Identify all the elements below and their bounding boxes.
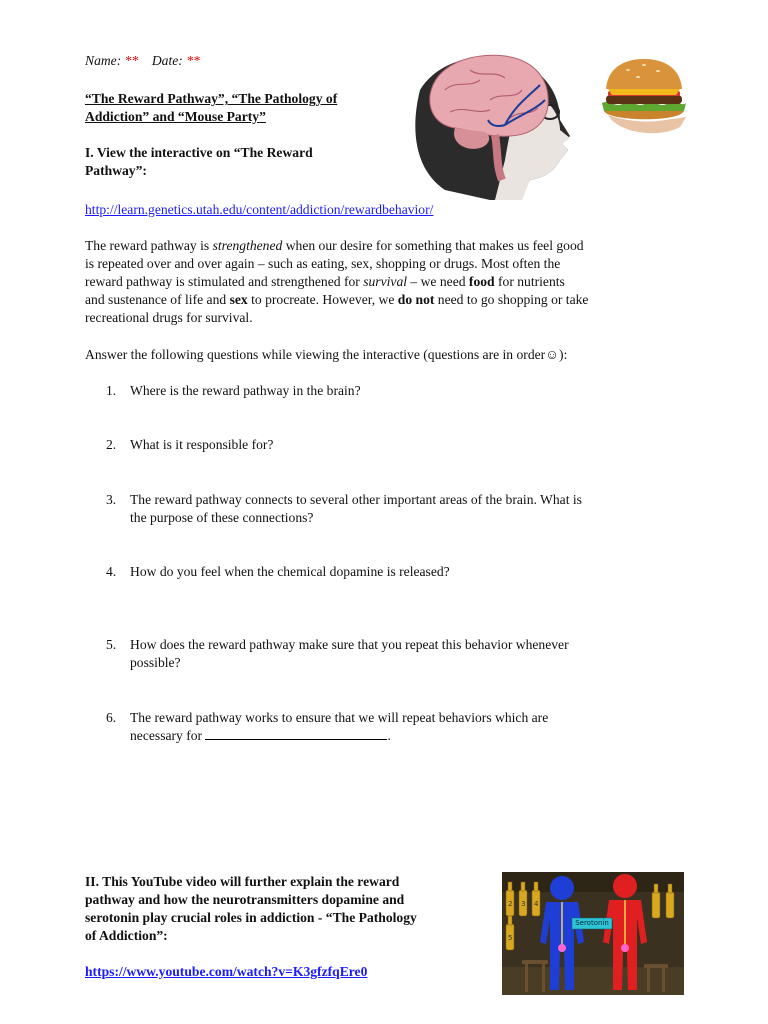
reward-pathway-link[interactable]: http://learn.genetics.utah.edu/content/addiction/rewardbehavior/	[85, 202, 434, 217]
svg-text:5: 5	[508, 934, 513, 942]
bold-do-not: do not	[397, 292, 435, 307]
question-number: 3.	[106, 492, 117, 507]
section2-line-1: II. This YouTube video will further explain the reward	[85, 874, 400, 889]
question-number: 4.	[106, 564, 117, 579]
paragraph-text: to procreate. However, we	[247, 292, 398, 307]
question-text: What is it responsible for?	[130, 437, 274, 452]
name-label: Name:	[85, 53, 122, 68]
section2-line-3: serotonin play crucial roles in addiction - “The Pathology	[85, 910, 417, 925]
question-text-cont	[130, 727, 391, 745]
question-number: 1.	[106, 383, 117, 398]
youtube-link[interactable]: https://www.youtube.com/watch?v=K3gfzfqEre0	[85, 964, 368, 979]
paragraph-text: when our desire for something that makes us feel good	[282, 238, 584, 253]
answer-blank[interactable]	[205, 727, 387, 740]
paragraph-line-3	[85, 273, 565, 291]
question-text: Where is the reward pathway in the brain?	[130, 383, 361, 398]
section2-line-4: of Addiction”:	[85, 928, 168, 943]
question-number: 5.	[106, 637, 117, 652]
instructions: Answer the following questions while viewing the interactive (questions are in order☺):	[85, 347, 568, 362]
name-date-line	[85, 52, 200, 70]
question-text: How do you feel when the chemical dopamine is released?	[130, 564, 450, 579]
burger-illustration	[598, 55, 690, 140]
question-text-part: necessary for	[130, 728, 206, 743]
paragraph-text: for nutrients	[494, 274, 565, 289]
section1-heading-line-1: I. View the interactive on “The Reward	[85, 145, 313, 160]
section2-url-line	[85, 963, 367, 981]
question-text-part: .	[387, 728, 391, 743]
paragraph-text: need to go shopping or take	[434, 292, 589, 307]
bold-sex: sex	[229, 292, 248, 307]
svg-text:4: 4	[534, 900, 539, 908]
paragraph-line-2: is repeated over and over again – such as eating, sex, shopping or drugs. Most often the	[85, 256, 561, 271]
section1-heading-line-2: Pathway”:	[85, 163, 147, 178]
question-number: 6.	[106, 710, 117, 725]
question-text: The reward pathway works to ensure that we will repeat behaviors which are	[130, 710, 549, 725]
svg-text:3: 3	[521, 900, 526, 908]
date-label: Date:	[151, 53, 183, 68]
serotonin-label: Serotonin	[575, 919, 609, 927]
date-value[interactable]: **	[186, 53, 200, 68]
question-text-cont: possible?	[130, 655, 181, 670]
paragraph-line-4	[85, 291, 588, 309]
question-text: How does the reward pathway make sure that you repeat this behavior whenever	[130, 637, 569, 652]
question-number: 2.	[106, 437, 117, 452]
bold-food: food	[468, 274, 495, 289]
question-text-cont: the purpose of these connections?	[130, 510, 314, 525]
section1-url-line	[85, 201, 433, 219]
question-text: The reward pathway connects to several other important areas of the brain. What is	[130, 492, 582, 507]
emphasis-strengthened: strengthened	[212, 238, 283, 253]
paragraph-text: reward pathway is stimulated and strengthened for	[85, 274, 364, 289]
brain-illustration	[410, 50, 585, 200]
section2-line-2: pathway and how the neurotransmitters dopamine and	[85, 892, 405, 907]
paragraph-line-1	[85, 237, 584, 255]
paragraph-line-5: recreational drugs for survival.	[85, 310, 253, 325]
paragraph-text: – we need	[407, 274, 469, 289]
name-value[interactable]: **	[124, 53, 139, 68]
paragraph-text: and sustenance of life and	[85, 292, 230, 307]
emphasis-survival: survival	[363, 274, 408, 289]
video-thumbnail[interactable]	[502, 872, 684, 995]
paragraph-text: The reward pathway is	[85, 238, 213, 253]
title-line-1: “The Reward Pathway”, “The Pathology of	[85, 91, 338, 106]
svg-text:2: 2	[508, 900, 513, 908]
title-line-2: Addiction” and “Mouse Party”	[85, 109, 266, 124]
